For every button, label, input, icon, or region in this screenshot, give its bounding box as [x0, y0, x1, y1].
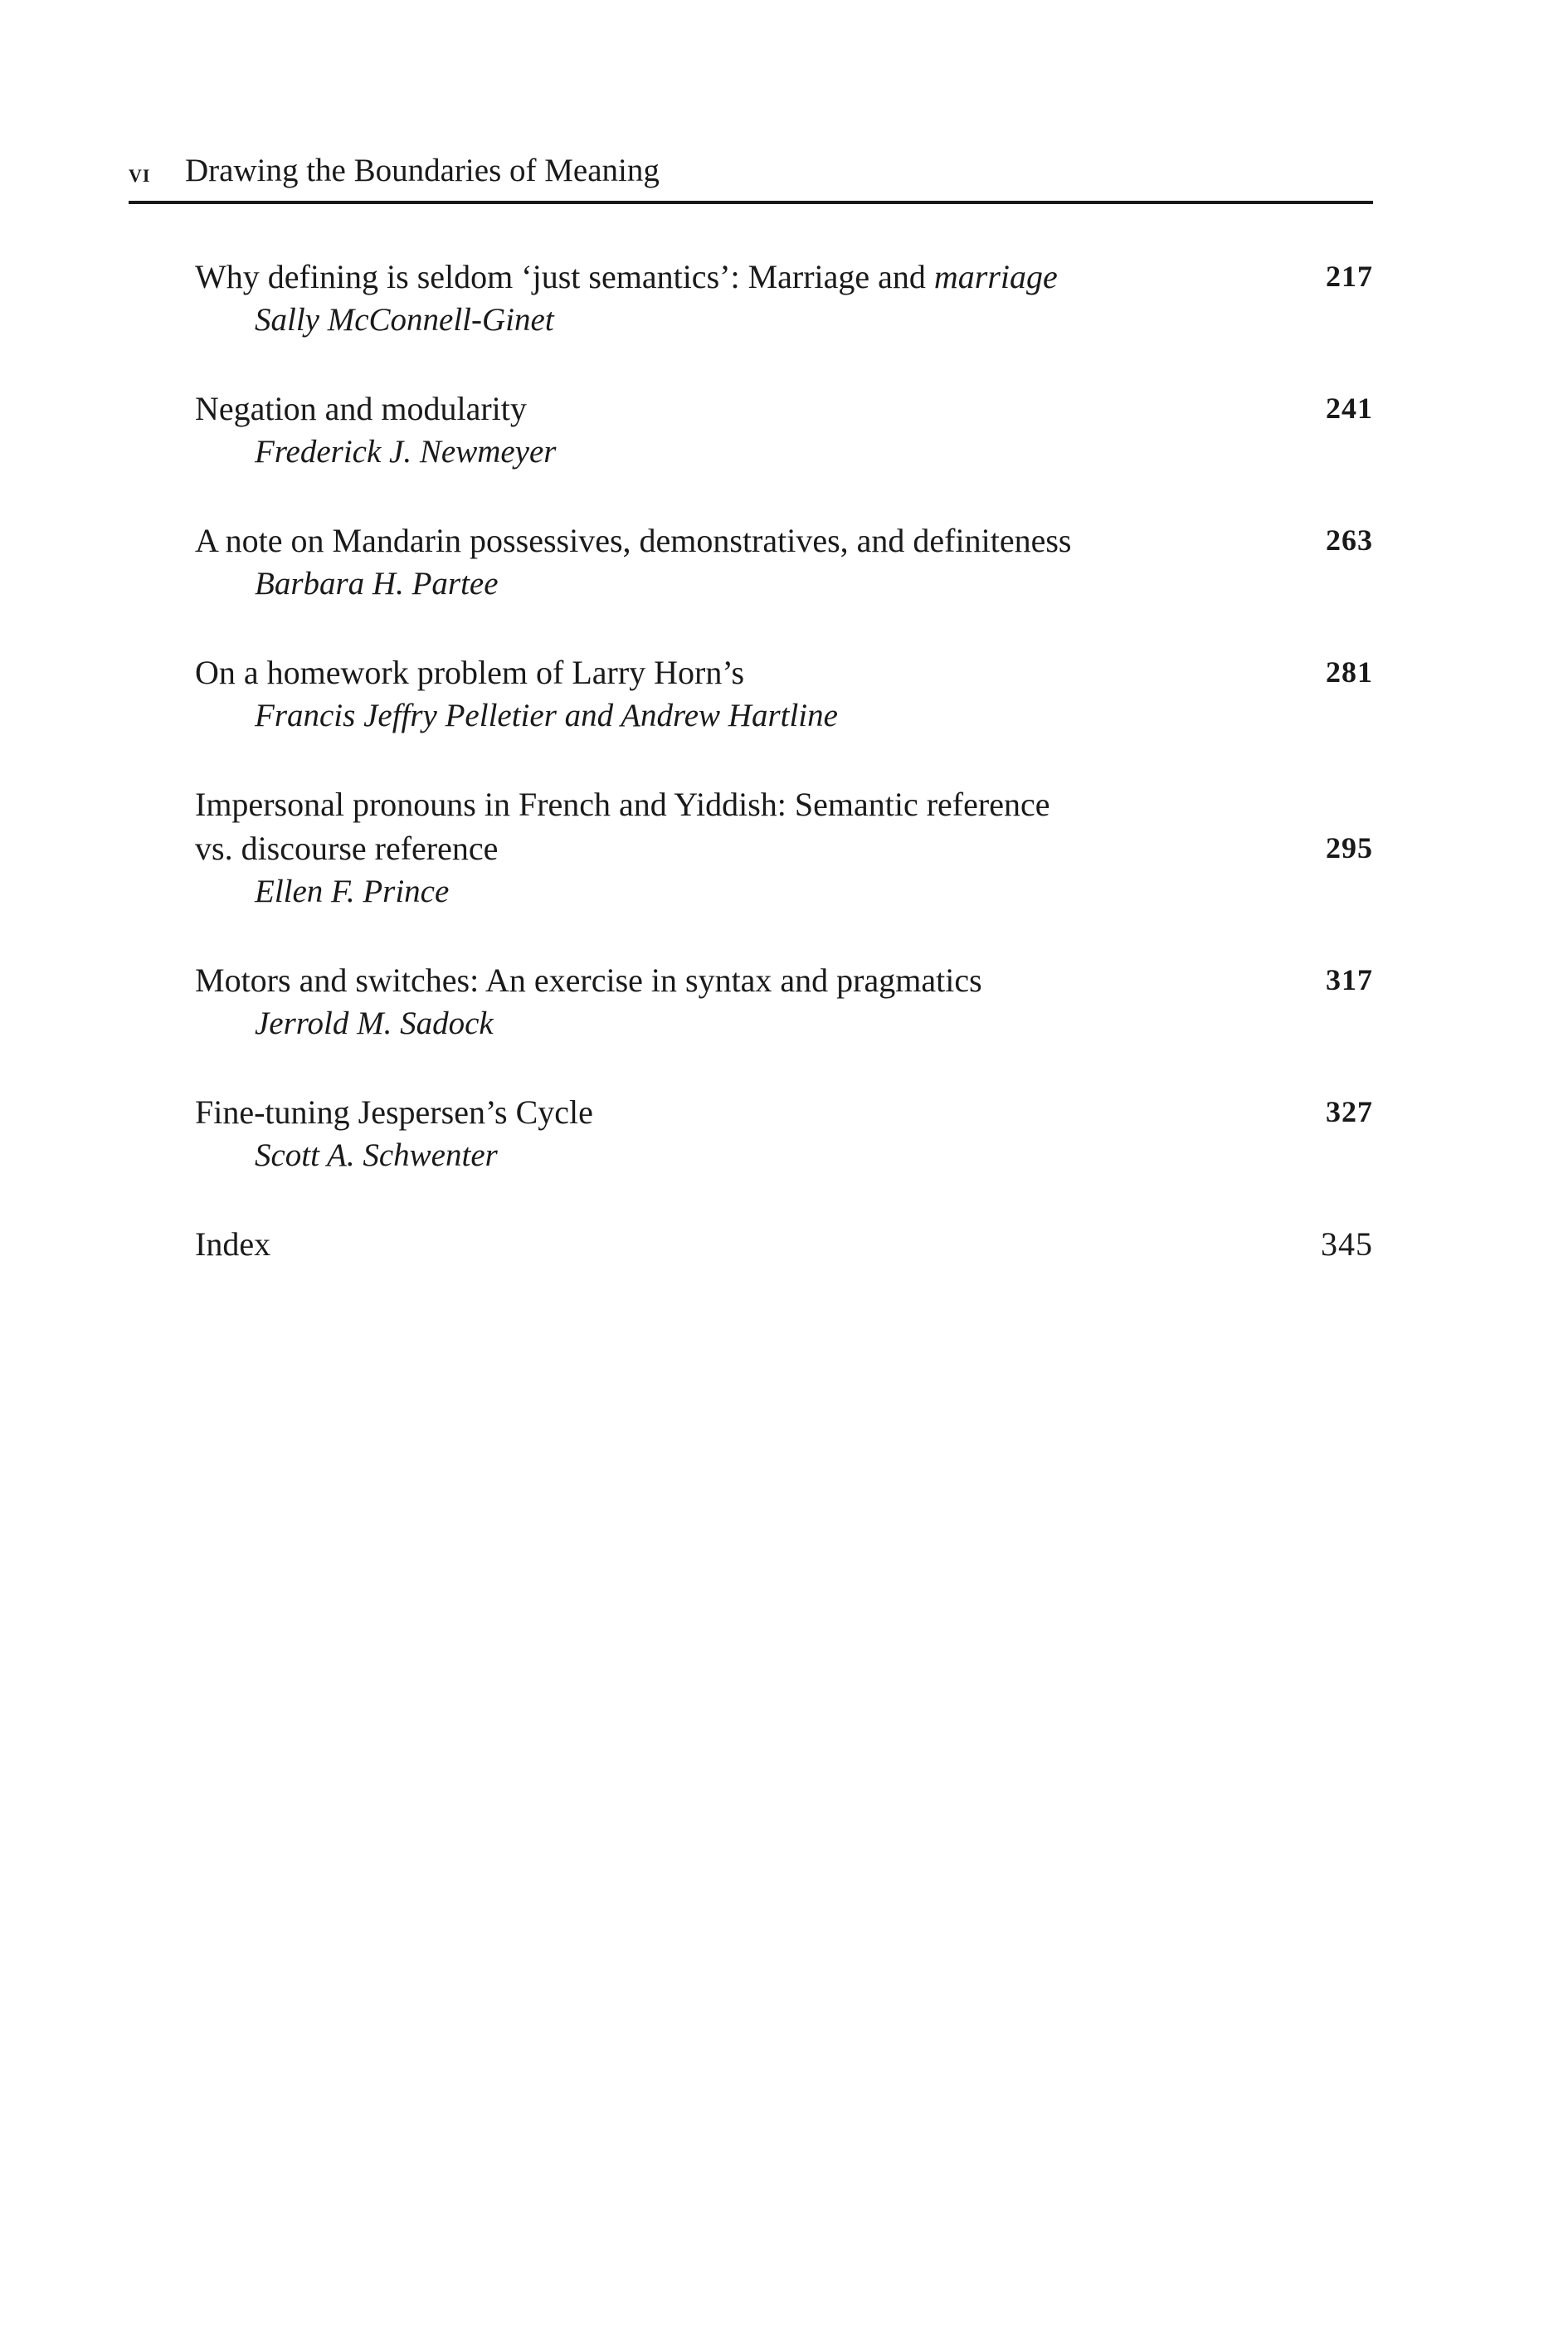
toc-entry-title-text: On a homework problem of Larry Horn’s [195, 654, 745, 691]
toc-entry-page: 317 [1326, 963, 1373, 996]
toc-entry-title [195, 1222, 1373, 1266]
toc-entry-title [195, 519, 1373, 562]
toc-entry [195, 387, 1373, 474]
toc-entry-title-text: Negation and modularity [195, 390, 527, 427]
toc-entry-page: 263 [1326, 523, 1373, 557]
toc-entry-page: 295 [1326, 831, 1373, 864]
toc-entry-title-text: Fine-tuning Jespersen’s Cycle [195, 1093, 593, 1131]
toc-entry-title-text: A note on Mandarin possessives, demonstratives, and definiteness [195, 522, 1072, 559]
toc-entry [195, 958, 1373, 1045]
toc-entry [195, 650, 1373, 738]
toc-entry-title-line-1: Impersonal pronouns in French and Yiddish: Semantic reference [195, 786, 1050, 823]
toc-entry [195, 782, 1373, 913]
toc-entry-author: Frederick J. Newmeyer [255, 434, 557, 470]
toc-entry-author: Ellen F. Prince [255, 874, 450, 909]
toc-entry-author: Jerrold M. Sadock [255, 1006, 494, 1041]
toc-entry-title-text: Motors and switches: An exercise in syntax and pragmatics [195, 962, 982, 999]
table-of-contents [195, 255, 1373, 1311]
toc-entry-title-text: Why defining is seldom ‘just semantics’: Marriage and [195, 258, 934, 295]
toc-entry-title [195, 650, 1373, 694]
toc-entry-title [195, 255, 1373, 299]
toc-entry-title [195, 958, 1373, 1002]
toc-entry-title [195, 1090, 1373, 1134]
running-head [129, 149, 1373, 204]
toc-entry-author: Francis Jeffry Pelletier and Andrew Hartline [255, 698, 838, 733]
toc-entry [195, 255, 1373, 342]
toc-entry-title-line-2: vs. discourse reference [195, 830, 499, 867]
toc-entry-title [195, 782, 1373, 870]
toc-entry-author: Scott A. Schwenter [255, 1137, 498, 1173]
book-title: Drawing the Boundaries of Meaning [185, 153, 660, 188]
toc-entry-author: Sally McConnell-Ginet [255, 302, 554, 338]
toc-entry-author: Barbara H. Partee [255, 566, 499, 601]
toc-entry [195, 519, 1373, 606]
page-folio: vi [129, 158, 151, 187]
toc-entry [195, 1090, 1373, 1177]
toc-entry-title [195, 387, 1373, 431]
toc-entry-title-text: Index [195, 1225, 271, 1263]
toc-entry-page: 217 [1326, 260, 1373, 293]
toc-entry-page: 327 [1326, 1095, 1373, 1128]
toc-entry-page: 345 [1321, 1225, 1373, 1263]
toc-entry-title-italic: marriage [933, 258, 1058, 295]
toc-entry-index [195, 1222, 1373, 1266]
toc-entry-page: 241 [1326, 392, 1373, 425]
toc-entry-page: 281 [1326, 655, 1373, 689]
